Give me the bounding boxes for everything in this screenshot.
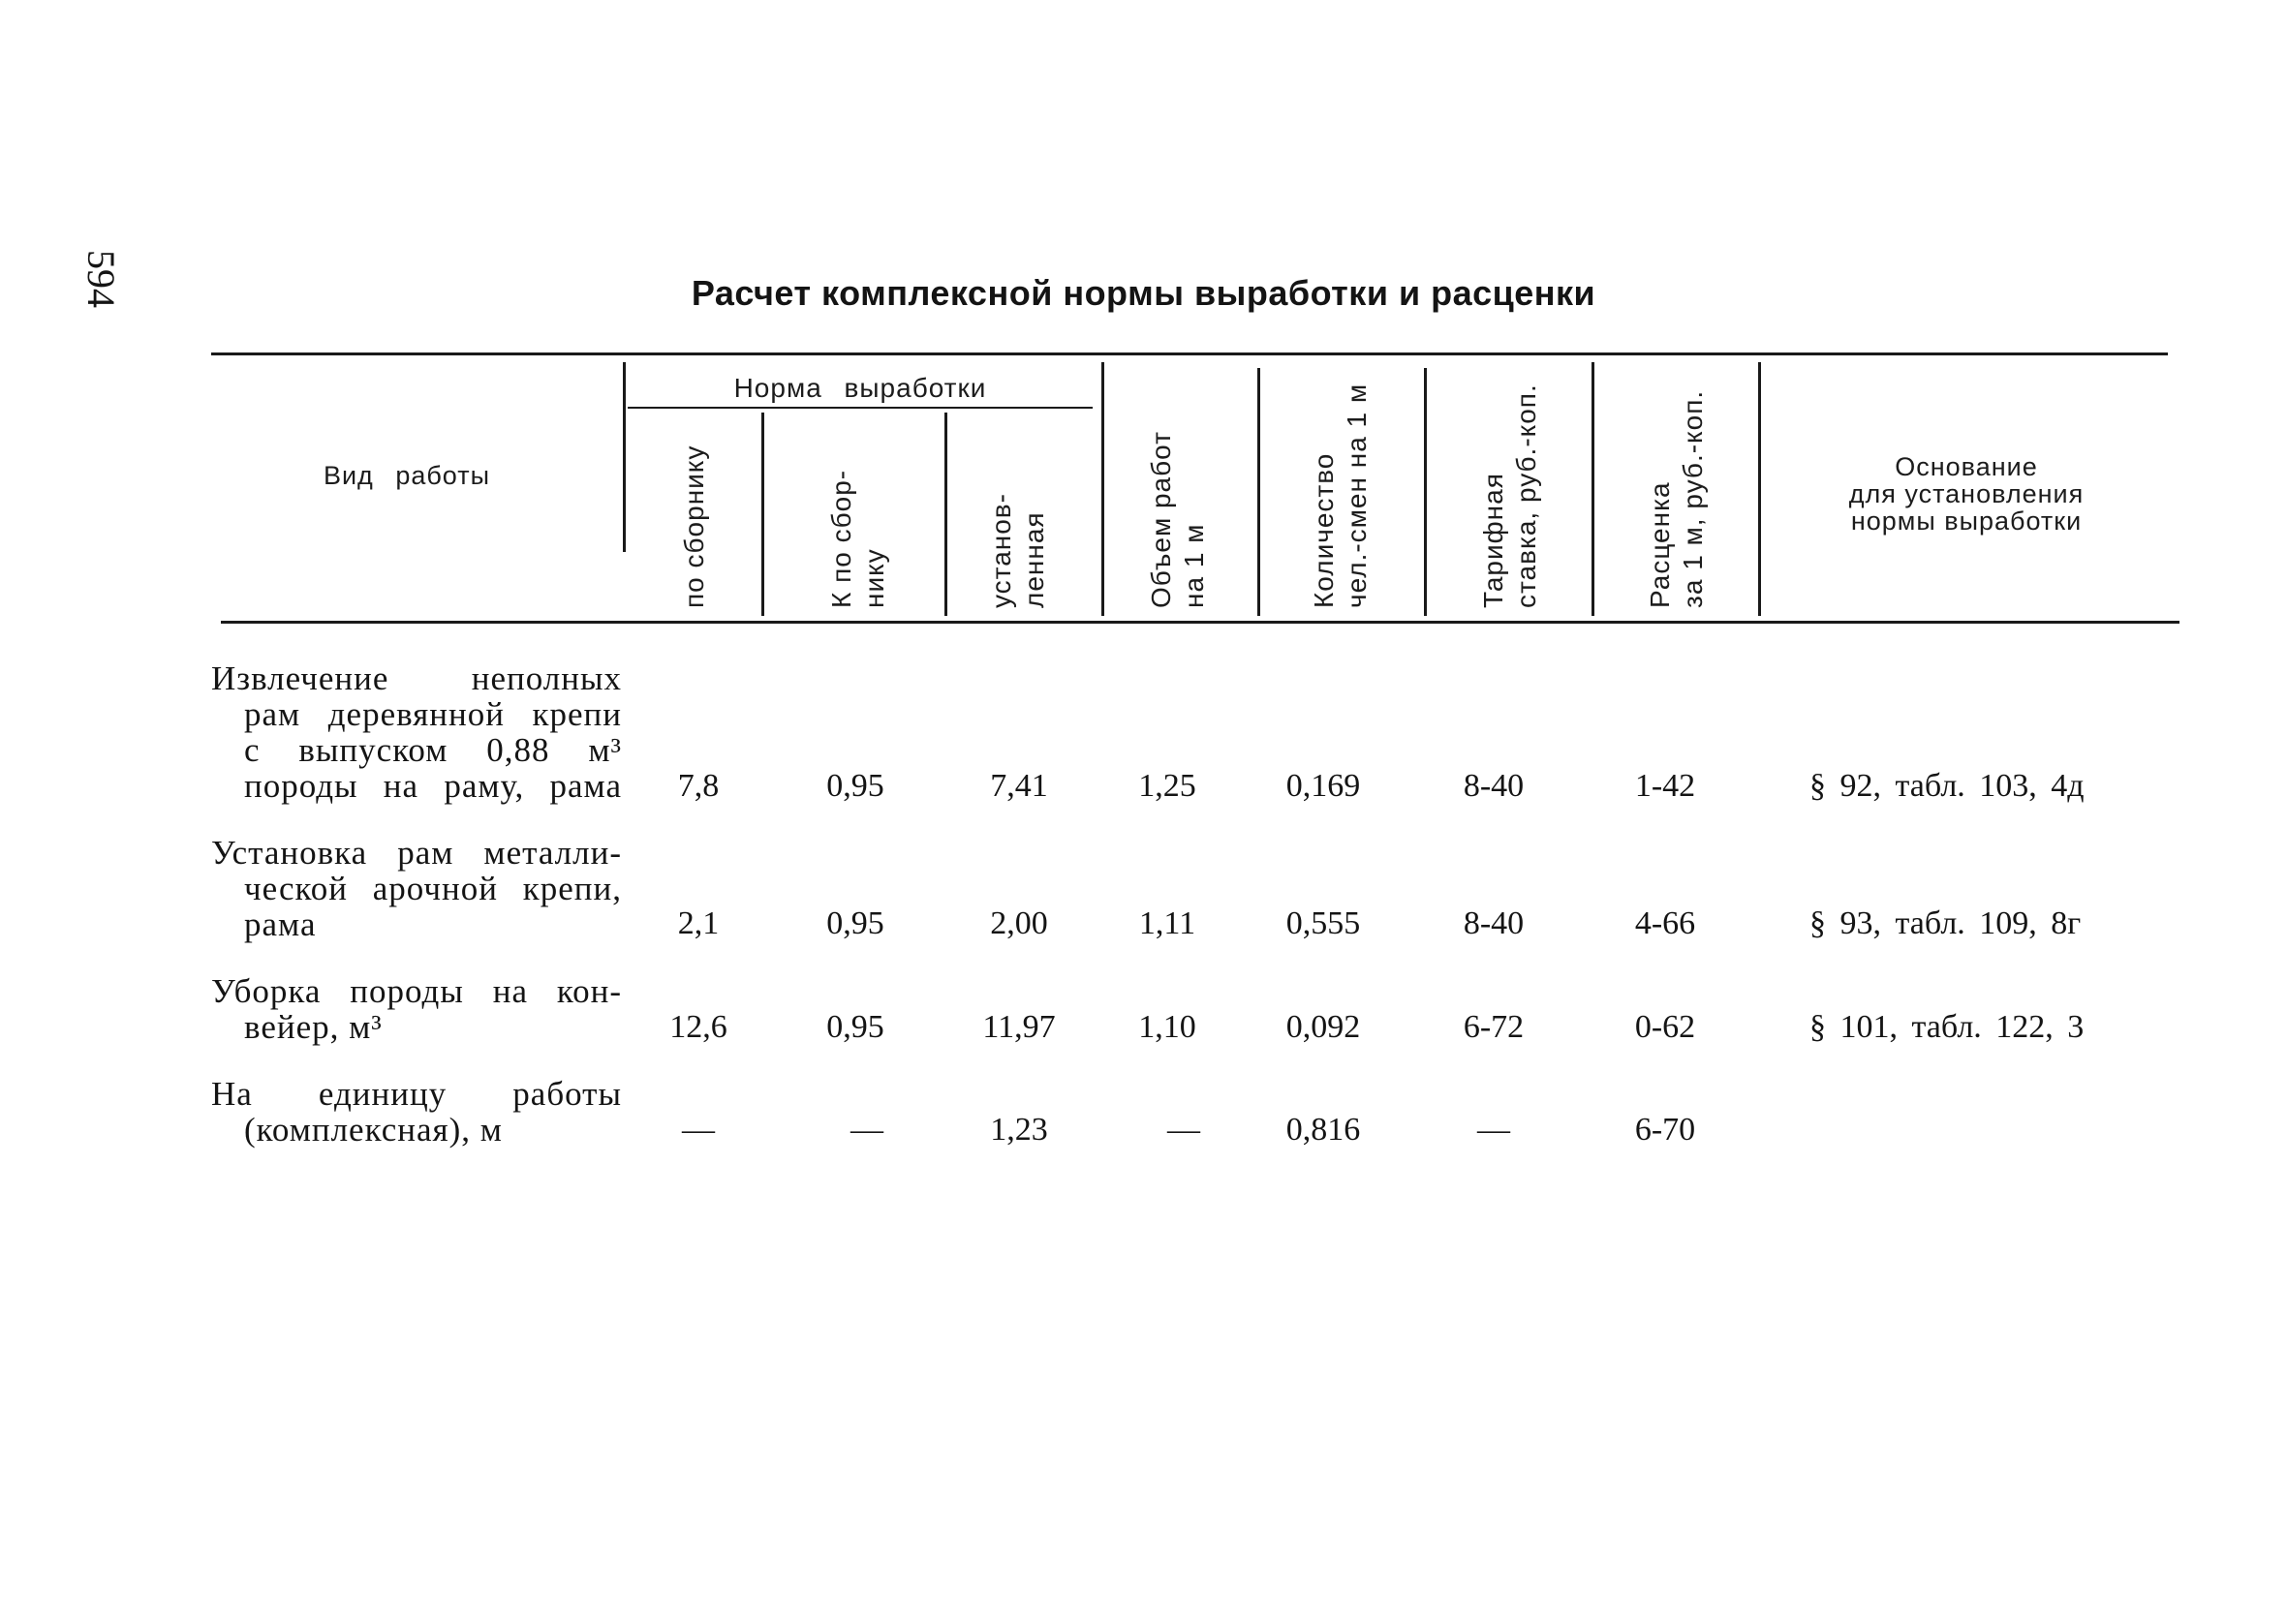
header-basis-line1: Основание [1895,452,2038,481]
row-work-description [211,973,622,1045]
cell-by-collection: 12,6 [669,1009,727,1045]
cell-tariff: 6-72 [1463,1009,1525,1045]
header-bottom-rule [221,621,2179,624]
cell-k: 0,95 [826,905,884,941]
cell-basis: § 92, табл. 103, 4д [1809,768,2085,804]
cell-basis: § 93, табл. 109, 8г [1809,905,2082,941]
cell-by-collection: 2,1 [677,905,720,941]
header-col-shifts [1308,383,1374,608]
cell-shifts: 0,555 [1285,905,1361,941]
cell-volume: 1,11 [1138,905,1196,941]
cell-k: 0,95 [826,768,884,804]
cell-rate: 6-70 [1634,1112,1696,1148]
column-divider [944,413,947,616]
column-divider [1758,362,1761,616]
header-col-rate-line1: Расценка [1645,481,1675,608]
cell-by-collection: 7,8 [677,768,720,804]
column-divider [761,413,764,616]
header-col-k-line1: К по сбор- [826,469,856,608]
header-col-tariff [1477,383,1543,608]
table-title: Расчет комплексной нормы выработки и расценки [691,273,1596,313]
work-line: породы на раму, рама [244,767,622,805]
cell-established: 1,23 [990,1112,1048,1148]
work-line: Уборка породы на кон- [211,972,622,1010]
cell-volume: 1,10 [1138,1009,1196,1045]
cell-shifts: 0,169 [1285,768,1361,804]
cell-by-collection: — [682,1112,715,1148]
norm-group-rule [628,407,1093,409]
column-divider [1257,368,1260,616]
cell-shifts: 0,092 [1285,1009,1361,1045]
header-col-k-line2: нику [859,548,889,608]
cell-basis: § 101, табл. 122, 3 [1809,1009,2085,1045]
header-basis-line2: для установления [1848,479,2085,508]
work-line: ческой арочной крепи, [244,870,622,907]
cell-established: 2,00 [990,905,1048,941]
row-work-description [211,1076,622,1148]
work-line: с выпуском 0,88 м³ [244,731,622,769]
work-line: рама [244,905,317,943]
cell-tariff: 8-40 [1463,768,1525,804]
column-divider [623,362,626,552]
work-line: (комплексная), м [244,1111,503,1149]
header-basis [1773,453,2160,535]
header-col-established-line2: ленная [1019,511,1049,608]
cell-established: 11,97 [982,1009,1056,1045]
work-line: На единицу работы [211,1075,622,1113]
work-line: Установка рам металли- [211,834,622,872]
header-col-by-collection [678,445,711,608]
header-col-tariff-line1: Тарифная [1478,473,1508,608]
cell-rate: 0-62 [1634,1009,1696,1045]
work-line: рам деревянной крепи [244,695,622,733]
header-work-type: Вид работы [323,461,491,490]
header-norm-group: Норма выработки [733,373,987,403]
header-col-volume-line1: Объем работ [1146,431,1176,608]
column-divider [1424,368,1427,616]
cell-established: 7,41 [990,768,1048,804]
header-col-volume-line2: на 1 м [1179,523,1209,608]
header-col-established [985,493,1051,608]
cell-shifts: 0,816 [1285,1112,1361,1148]
header-col-tariff-line2: ставка, руб.-коп. [1511,383,1541,608]
header-col-rate [1644,390,1710,608]
header-col-by-collection-text: по сборнику [679,444,709,608]
page-number: 594 [79,250,123,308]
header-basis-line3: нормы выработки [1850,506,2083,536]
header-col-volume [1145,431,1211,608]
row-work-description [211,835,622,942]
header-col-shifts-line1: Количество [1309,452,1339,608]
column-divider [1592,362,1594,616]
work-line: вейер, м³ [244,1008,383,1046]
cell-rate: 4-66 [1634,905,1696,941]
header-col-established-line1: установ- [986,492,1016,608]
cell-k: 0,95 [826,1009,884,1045]
column-divider [1101,362,1104,616]
cell-volume: 1,25 [1138,768,1196,804]
cell-volume: — [1167,1112,1200,1148]
cell-k: — [850,1112,883,1148]
header-col-shifts-line2: чел.-смен на 1 м [1342,383,1372,608]
cell-tariff: — [1477,1112,1510,1148]
cell-tariff: 8-40 [1463,905,1525,941]
table-top-rule [211,352,2168,355]
cell-rate: 1-42 [1634,768,1696,804]
header-col-rate-line2: за 1 м, руб.-коп. [1678,389,1708,608]
row-work-description [211,660,622,804]
work-line: Извлечение неполных [211,659,622,697]
header-col-k [825,470,891,608]
